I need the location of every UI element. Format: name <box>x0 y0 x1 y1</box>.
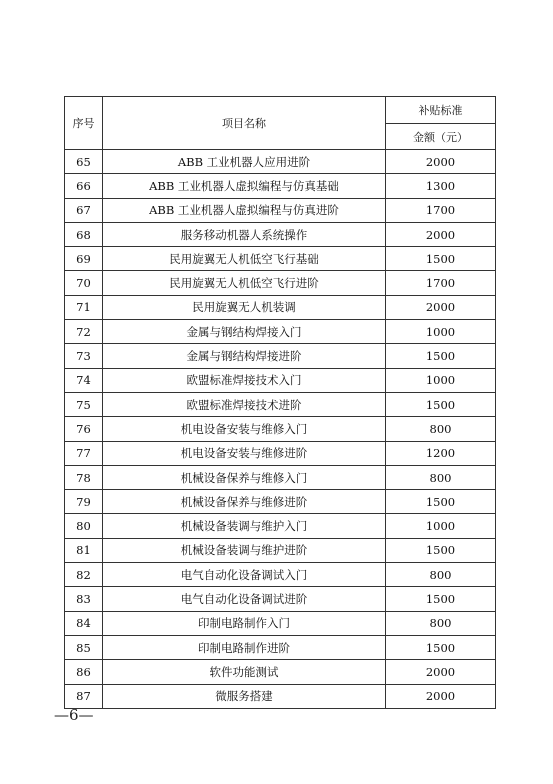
table-row <box>65 295 496 319</box>
row-number: 69 <box>65 247 103 271</box>
row-number: 68 <box>65 222 103 246</box>
row-project-name: ABB 工业机器人应用进阶 <box>103 150 386 174</box>
row-project-name: 微服务搭建 <box>103 684 386 708</box>
row-number: 84 <box>65 611 103 635</box>
table-row <box>65 514 496 538</box>
row-project-name: 服务移动机器人系统操作 <box>103 222 386 246</box>
row-project-name: 欧盟标准焊接技术入门 <box>103 368 386 392</box>
table-body <box>65 150 496 709</box>
table-row <box>65 271 496 295</box>
table-header-row <box>65 97 496 124</box>
row-project-name: 软件功能测试 <box>103 660 386 684</box>
table-row <box>65 587 496 611</box>
table-row <box>65 222 496 246</box>
row-number: 67 <box>65 198 103 222</box>
row-project-name: 民用旋翼无人机低空飞行进阶 <box>103 271 386 295</box>
row-project-name: 民用旋翼无人机装调 <box>103 295 386 319</box>
row-project-name: 金属与钢结构焊接入门 <box>103 320 386 344</box>
row-amount: 2000 <box>386 150 496 174</box>
row-amount: 1200 <box>386 441 496 465</box>
table-row <box>65 344 496 368</box>
table-row <box>65 684 496 708</box>
row-number: 79 <box>65 490 103 514</box>
table-row <box>65 490 496 514</box>
row-number: 83 <box>65 587 103 611</box>
row-number: 73 <box>65 344 103 368</box>
table-row <box>65 635 496 659</box>
header-seq: 序号 <box>65 97 103 150</box>
row-project-name: 机电设备安装与维修进阶 <box>103 441 386 465</box>
row-amount: 2000 <box>386 295 496 319</box>
row-amount: 2000 <box>386 660 496 684</box>
row-project-name: 机械设备装调与维护进阶 <box>103 538 386 562</box>
table-row <box>65 660 496 684</box>
table-row <box>65 538 496 562</box>
row-amount: 1000 <box>386 320 496 344</box>
row-number: 78 <box>65 465 103 489</box>
table-row <box>65 465 496 489</box>
row-project-name: 电气自动化设备调试进阶 <box>103 587 386 611</box>
row-project-name: 金属与钢结构焊接进阶 <box>103 344 386 368</box>
row-amount: 1700 <box>386 271 496 295</box>
row-project-name: ABB 工业机器人虚拟编程与仿真进阶 <box>103 198 386 222</box>
row-number: 66 <box>65 174 103 198</box>
row-amount: 1500 <box>386 392 496 416</box>
row-project-name: ABB 工业机器人虚拟编程与仿真基础 <box>103 174 386 198</box>
header-subsidy-standard: 补贴标准 <box>386 97 496 124</box>
row-number: 82 <box>65 563 103 587</box>
row-number: 86 <box>65 660 103 684</box>
row-project-name: 印制电路制作进阶 <box>103 635 386 659</box>
row-amount: 800 <box>386 611 496 635</box>
row-amount: 800 <box>386 465 496 489</box>
row-project-name: 民用旋翼无人机低空飞行基础 <box>103 247 386 271</box>
row-amount: 1500 <box>386 490 496 514</box>
row-project-name: 欧盟标准焊接技术进阶 <box>103 392 386 416</box>
table-row <box>65 611 496 635</box>
row-amount: 1700 <box>386 198 496 222</box>
table-row <box>65 563 496 587</box>
row-amount: 1500 <box>386 344 496 368</box>
row-number: 80 <box>65 514 103 538</box>
row-number: 77 <box>65 441 103 465</box>
header-amount: 金额（元） <box>386 124 496 150</box>
row-number: 74 <box>65 368 103 392</box>
table-row <box>65 320 496 344</box>
row-project-name: 机械设备装调与维护入门 <box>103 514 386 538</box>
page-number: —6— <box>54 706 94 724</box>
row-amount: 1500 <box>386 635 496 659</box>
row-number: 75 <box>65 392 103 416</box>
row-amount: 800 <box>386 563 496 587</box>
row-project-name: 机电设备安装与维修入门 <box>103 417 386 441</box>
row-amount: 800 <box>386 417 496 441</box>
row-amount: 1500 <box>386 538 496 562</box>
row-amount: 1500 <box>386 587 496 611</box>
row-project-name: 机械设备保养与维修进阶 <box>103 490 386 514</box>
row-number: 76 <box>65 417 103 441</box>
row-number: 65 <box>65 150 103 174</box>
row-amount: 1500 <box>386 247 496 271</box>
row-number: 85 <box>65 635 103 659</box>
table-row <box>65 392 496 416</box>
table-row <box>65 441 496 465</box>
row-number: 72 <box>65 320 103 344</box>
table-row <box>65 417 496 441</box>
table-row <box>65 174 496 198</box>
row-number: 87 <box>65 684 103 708</box>
row-amount: 1300 <box>386 174 496 198</box>
table-row <box>65 198 496 222</box>
table-row <box>65 368 496 392</box>
row-amount: 1000 <box>386 368 496 392</box>
row-project-name: 印制电路制作入门 <box>103 611 386 635</box>
row-amount: 2000 <box>386 222 496 246</box>
table-row <box>65 247 496 271</box>
row-amount: 1000 <box>386 514 496 538</box>
subsidy-table <box>64 96 496 709</box>
header-project-name: 项目名称 <box>103 97 386 150</box>
row-number: 70 <box>65 271 103 295</box>
table-row <box>65 150 496 174</box>
row-project-name: 机械设备保养与维修入门 <box>103 465 386 489</box>
row-project-name: 电气自动化设备调试入门 <box>103 563 386 587</box>
row-number: 81 <box>65 538 103 562</box>
row-number: 71 <box>65 295 103 319</box>
row-amount: 2000 <box>386 684 496 708</box>
